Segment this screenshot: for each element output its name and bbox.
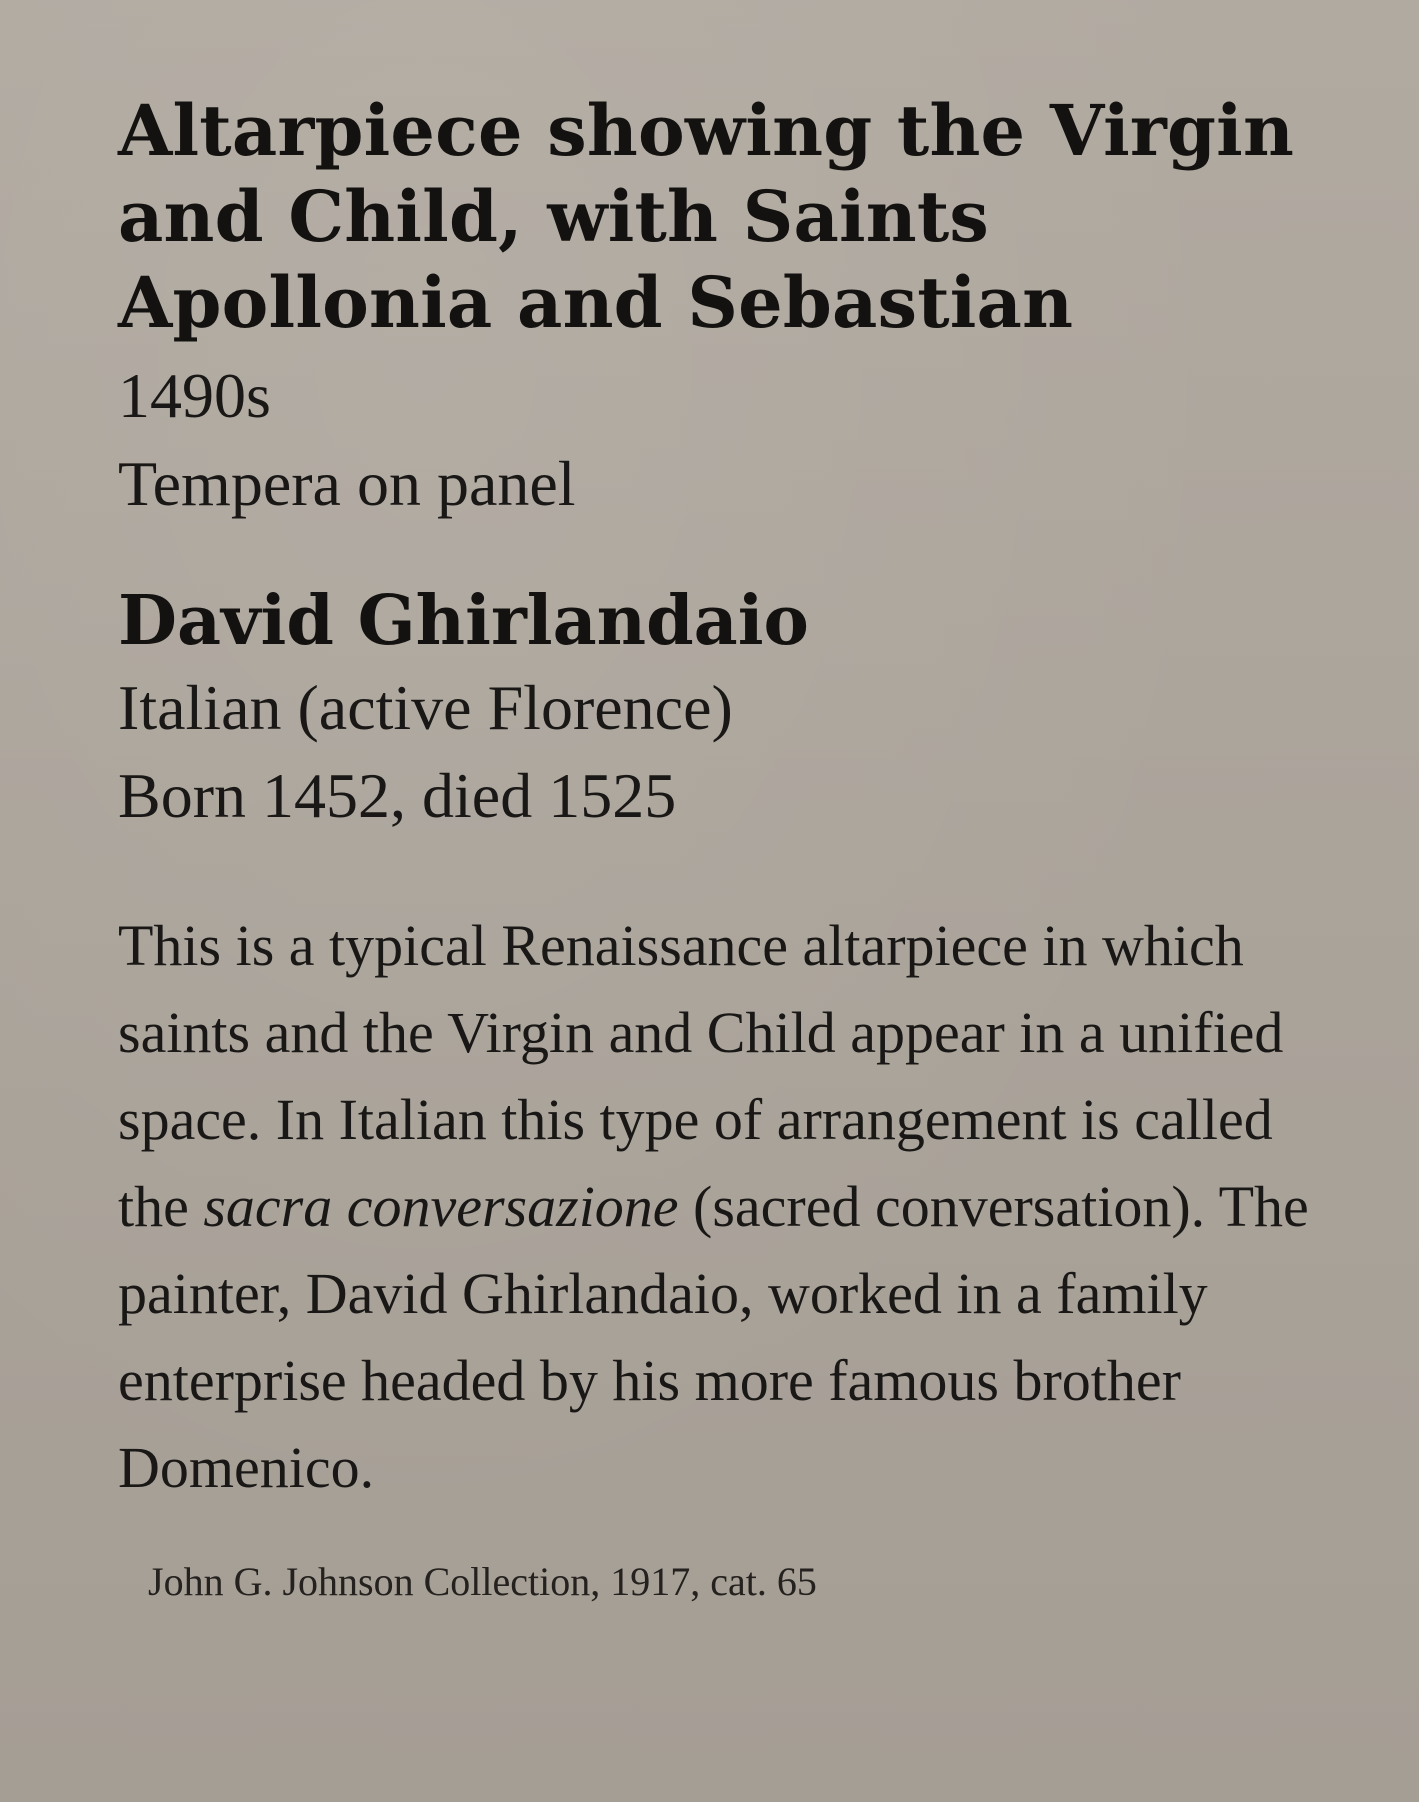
artwork-title: Altarpiece showing the Virgin and Child, with Saints Apollonia and Sebastian: [118, 89, 1295, 344]
artwork-date: 1490s: [118, 360, 271, 431]
description-text-start: This is a typical Renaissance altarpiece in which saints and the Virgin and Child appear in a unified space. In Italian this type of arrangement is called the: [118, 913, 1284, 1239]
artist-nationality: Italian (active Florence): [118, 672, 733, 743]
collection-credit: John G. Johnson Collection, 1917, cat. 65: [148, 1559, 817, 1604]
description-text-end: (sacred conversation). The painter, David Ghirlandaio, worked in a family enterprise headed by his more famous brother Domenico.: [118, 1174, 1309, 1500]
artist-block: [118, 578, 1329, 840]
artwork-description: [118, 902, 1318, 1511]
artwork-medium: Tempera on panel: [118, 448, 576, 519]
description-italic-term: sacra conversazione: [203, 1174, 679, 1239]
artist-name: David Ghirlandaio: [118, 581, 809, 661]
artist-life-dates: Born 1452, died 1525: [118, 760, 677, 831]
